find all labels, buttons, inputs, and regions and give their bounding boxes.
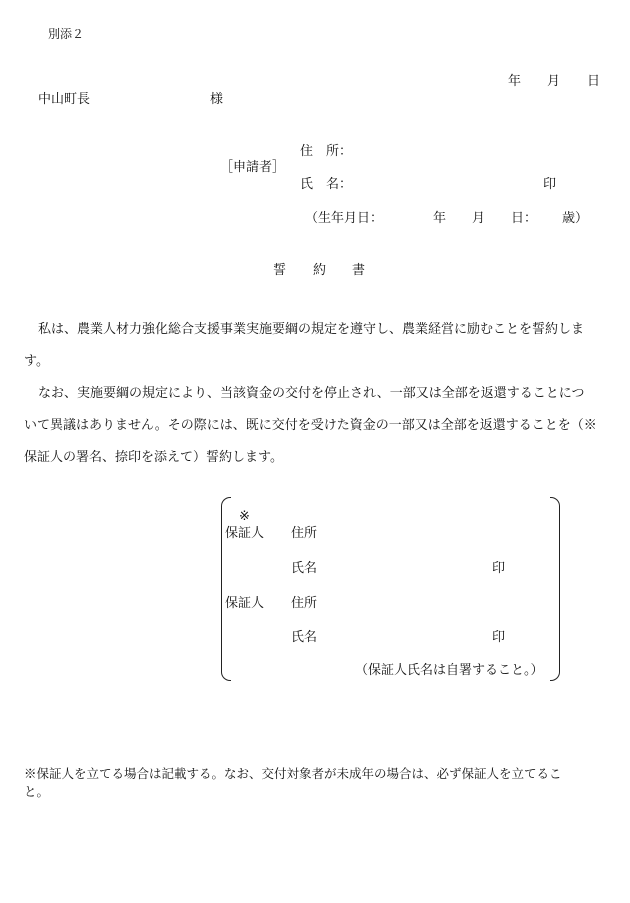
- applicant-name-label: 氏 名：: [300, 177, 353, 192]
- guarantor-signature-note: （保証人氏名は自署すること。）: [355, 663, 544, 678]
- addressee-name: 中山町長: [38, 92, 91, 107]
- body-line-2: す。: [24, 354, 49, 369]
- birthdate-label: （生年月日：: [305, 211, 384, 226]
- birth-year-label: 年: [433, 211, 447, 226]
- birth-day-label: 日：: [511, 211, 538, 226]
- applicant-label: ［申請者］: [220, 160, 286, 175]
- footnote-line-1: ※保証人を立てる場合は記載する。なお、交付対象者が未成年の場合は、必ず保証人を立てるこ: [24, 766, 562, 781]
- guarantor-2-address-label: 住所: [291, 596, 318, 611]
- date-month-label: 月: [547, 74, 561, 89]
- guarantor-1-label: 保証人: [225, 526, 265, 541]
- guarantor-1-address-label: 住所: [291, 526, 318, 541]
- guarantor-2-name-label: 氏名: [291, 630, 318, 645]
- birth-month-label: 月: [472, 211, 486, 226]
- guarantor-2-label: 保証人: [225, 596, 265, 611]
- applicant-address-label: 住 所：: [300, 144, 353, 159]
- body-line-1: 私は、農業人材力強化総合支援事業実施要綱の規定を遵守し、農業経営に励むことを誓約しま: [38, 322, 585, 337]
- guarantor-bracket-right: [550, 497, 560, 681]
- addressee-honorific: 様: [210, 92, 224, 107]
- footnote-line-2: と。: [24, 784, 50, 799]
- title-char-3: 書: [352, 263, 366, 278]
- guarantor-2-seal: 印: [492, 630, 506, 645]
- guarantor-bracket-left: [221, 497, 231, 681]
- birth-age-label: 歳）: [562, 211, 589, 226]
- guarantor-1-name-label: 氏名: [291, 561, 318, 576]
- guarantor-1-seal: 印: [492, 561, 506, 576]
- guarantor-mark: ※: [239, 509, 250, 524]
- body-line-3: なお、実施要綱の規定により、当該資金の交付を停止され、一部又は全部を返還することにつ: [38, 386, 585, 401]
- date-day-label: 日: [587, 74, 601, 89]
- date-year-label: 年: [508, 74, 522, 89]
- attachment-label: 別添２: [48, 27, 85, 41]
- title-char-2: 約: [313, 263, 327, 278]
- title-char-1: 誓: [273, 263, 287, 278]
- body-line-5: 保証人の署名、捺印を添えて）誓約します。: [24, 450, 283, 465]
- body-line-4: いて異議はありません。その際には、既に交付を受けた資金の一部又は全部を返還することを（※: [24, 418, 597, 433]
- applicant-seal: 印: [543, 177, 557, 192]
